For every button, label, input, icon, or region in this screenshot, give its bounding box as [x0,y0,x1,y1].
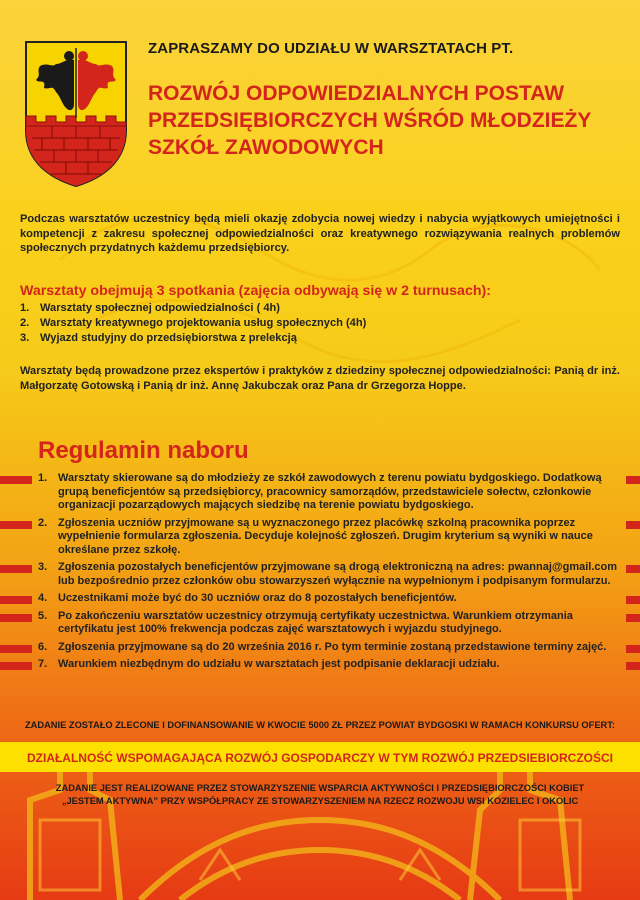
red-bar-decoration [626,476,640,484]
list-item [0,472,640,513]
item-number: 3. [38,561,48,573]
item-text: Uczestnikami może być do 30 uczniów oraz do 8 pozostałych beneficjentów. [58,592,457,604]
list-item [20,301,366,316]
item-text: Warsztaty skierowane są do młodzieży ze szkół zawodowych z terenu powiatu bydgoskiego. Dodatkową grupą beneficjentów są przedsiębiorcy, pracownicy samorządów, przedstawiciele sołectw, członkowie organizacji pozarządowych mających siedzibę na terenie powiatu bydgoskiego. [58,472,602,511]
coat-of-arms-logo [22,38,130,188]
regulations-list [0,472,640,672]
meetings-list [20,301,366,346]
red-bar-decoration [0,476,32,484]
red-bar-decoration [0,565,32,573]
workshop-title: ROZWÓJ ODPOWIEDZIALNYCH POSTAW PRZEDSIĘBIORCZYCH WŚRÓD MŁODZIEŻY SZKÓŁ ZAWODOWYCH [148,82,592,159]
item-number: 1. [38,472,48,484]
red-bar-decoration [0,596,32,604]
item-text: Po zakończeniu warsztatów uczestnicy otrzymują certyfikaty uczestnictwa. Warunkiem otrzymania certyfikatu jest 100% frekwencja podczas zajęć warsztatowych i wyjazdu studyjnego. [58,609,573,635]
list-item [0,658,640,672]
meetings-heading: Warsztaty obejmują 3 spotkania (zajęcia odbywają się w 2 turnusach): [20,283,491,299]
list-item [0,610,640,637]
intro-paragraph: Podczas warsztatów uczestnicy będą mieli okazję zdobycia nowej wiedzy i nabycia wyjątkowych umiejętności i kompetencji z zakresu społecznej odpowiedzialności oraz kreatywnego rozwiązywania realnych problemów społecznych przydatnych każdemu przedsiębiorcy. [20,213,620,254]
red-bar-decoration [626,645,640,653]
item-number: 5. [38,609,48,622]
item-text: Warsztaty kreatywnego projektowania usług społecznych (4h) [40,317,367,329]
list-item [0,561,640,588]
regulations-heading: Regulamin naboru [38,437,249,464]
item-number: 6. [38,640,48,653]
red-bar-decoration [626,614,640,622]
list-item [20,316,366,331]
item-text: Wyjazd studyjny do przedsiębiorstwa z prelekcją [40,332,297,344]
organizers-statement: ZADANIE JEST REALIZOWANE PRZEZ STOWARZYSZENIE WSPARCIA AKTYWNOŚCI I PRZEDSIĘBIORCZOŚCI KOBIET „JESTEM AKTYWNA” PRZY WSPÓŁPRACY ZE STOWARZYSZENIEM NA RZECZ ROZWOJU WSI KOZIELEC I OKOLIC [55,783,585,806]
funding-program-name: DZIAŁALNOŚĆ WSPOMAGAJĄCA ROZWÓJ GOSPODARCZY W TYM ROZWÓJ PRZEDSIEBIORCZOŚCI [26,751,613,765]
experts-paragraph: Warsztaty będą prowadzone przez ekspertów i praktyków z dziedziny społecznej odpowiedzialności: Panią dr inż. Małgorzatę Gotowską i Panią dr inż. Annę Jakubczak oraz Pana dr Grzegorza Hoppe. [20,365,620,392]
item-text: Warsztaty społecznej odpowiedzialności ( 4h) [40,302,280,314]
item-number: 3. [20,332,30,344]
red-bar-decoration [0,645,32,653]
red-bar-decoration [626,521,640,529]
red-bar-decoration [626,565,640,573]
red-bar-decoration [626,662,640,670]
red-bar-decoration [626,596,640,604]
item-text: Zgłoszenia pozostałych beneficjentów przyjmowane są drogą elektroniczną na adres: pwannaj@gmail.com lub bezpośrednio przez członków obu stowarzyszeń wyłącznie na wypełnionym i podpisanym formularzu. [58,561,618,587]
item-text: Zgłoszenia uczniów przyjmowane są u wyznaczonego przez placówkę szkolną pracownika poprzez wypełnienie formularza zgłoszenia. Decyduje kolejność zgłoszeń. Drugim kryterium są wyniki w nauce określane przez szkołę. [58,516,593,556]
list-item [0,641,640,655]
item-text: Zgłoszenia przyjmowane są do 20 września 2016 r. Po tym terminie zostaną przedstawione terminy zajęć. [58,640,607,653]
red-bar-decoration [0,521,32,529]
red-bar-decoration [0,614,32,622]
list-item [0,592,640,606]
red-bar-decoration [0,662,32,670]
item-number: 2. [38,516,48,529]
item-number: 2. [20,317,30,329]
list-item [20,331,366,346]
item-number: 4. [38,592,48,604]
funding-statement: ZADANIE ZOSTAŁO ZLECONE I DOFINANSOWANIE W KWOCIE 5000 ZŁ PRZEZ POWIAT BYDGOSKI W RAMACH KONKURSU OFERT: [24,720,615,730]
item-text: Warunkiem niezbędnym do udziału w warsztatach jest podpisanie deklaracji udziału. [58,658,500,670]
list-item [0,517,640,558]
item-number: 1. [20,302,30,314]
invitation-heading: ZAPRASZAMY DO UDZIAŁU W WARSZTATACH PT. [148,40,514,57]
item-number: 7. [38,658,48,670]
